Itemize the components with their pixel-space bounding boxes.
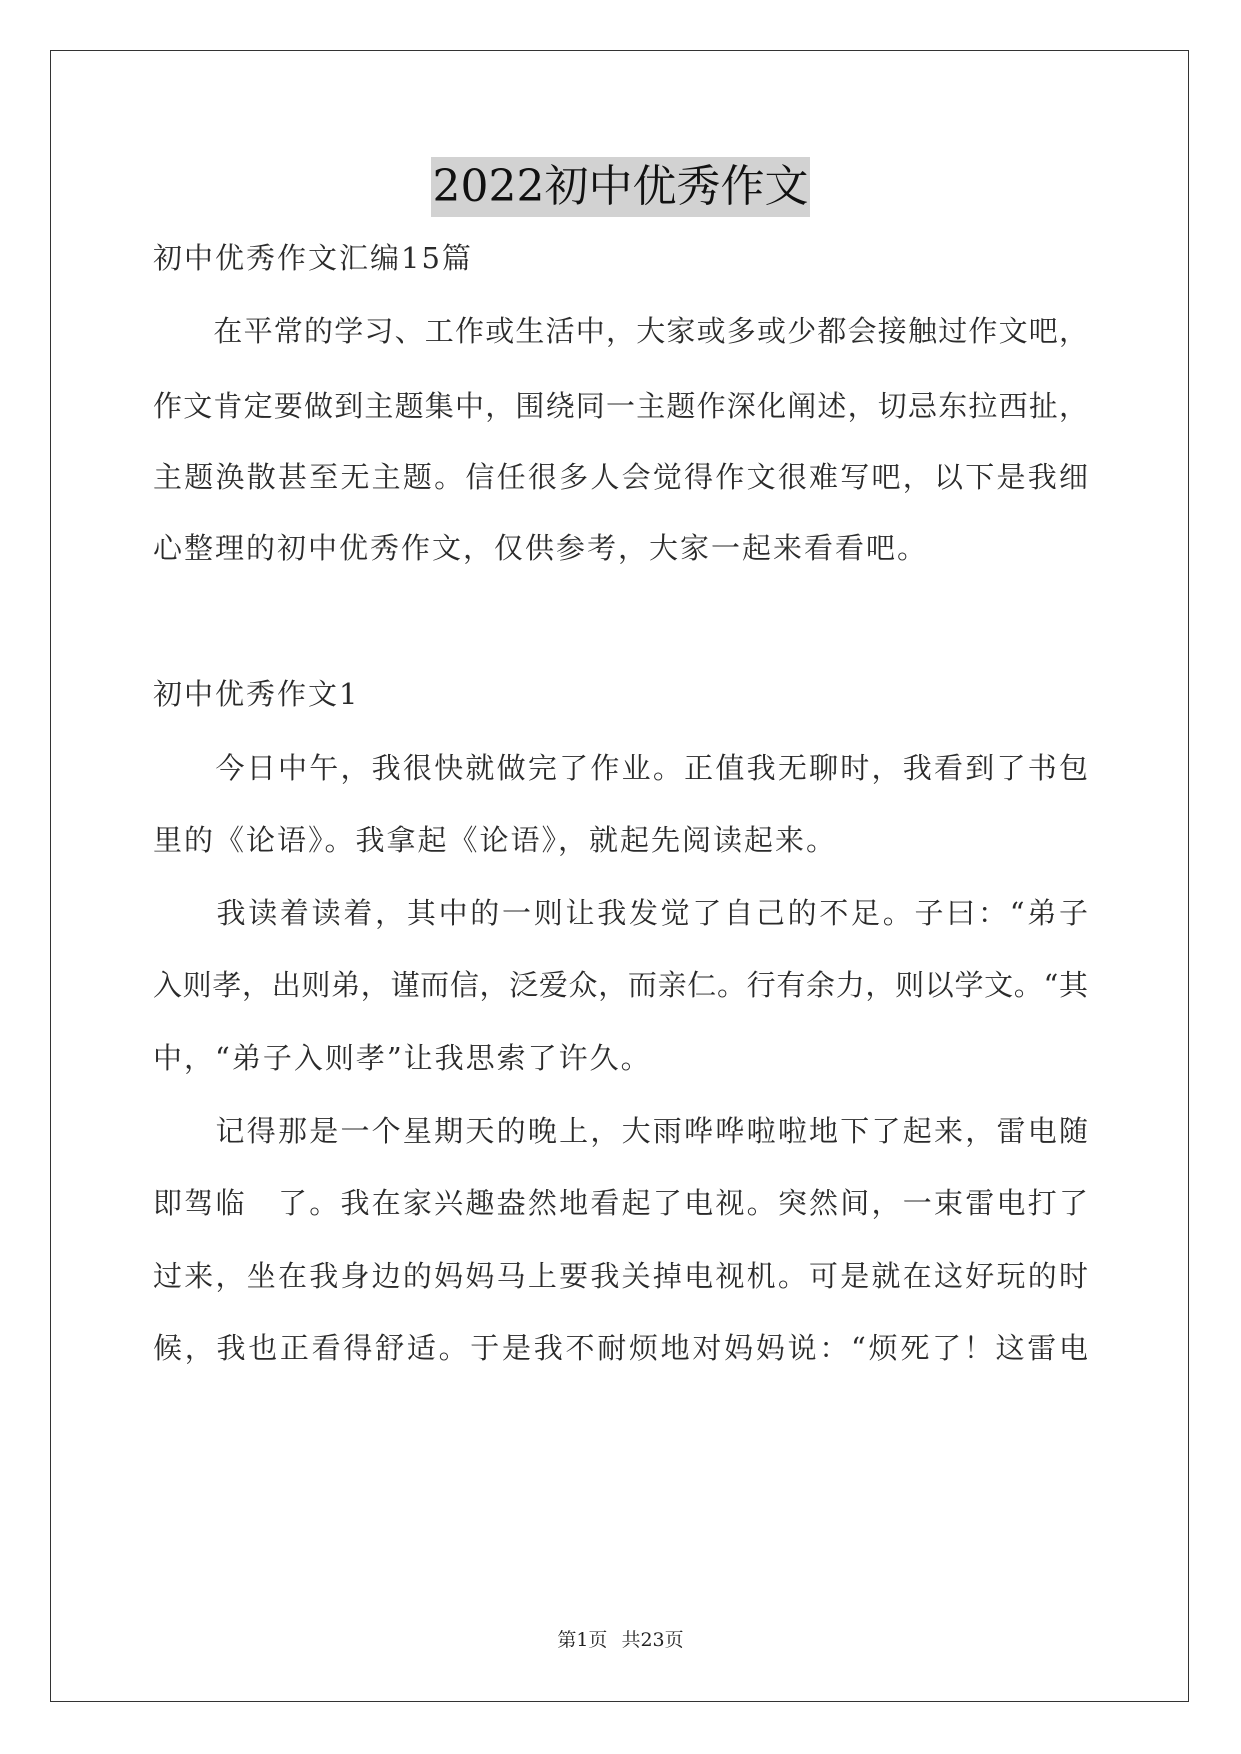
- body-line-3: 我读着读着，其中的一则让我发觉了自己的不足。子曰：“弟子: [153, 896, 1088, 930]
- body-line-2: 里的《论语》。我拿起《论语》，就起先阅读起来。: [153, 823, 838, 857]
- page-number: 第1页: [557, 1629, 608, 1651]
- intro-line-3: 主题涣散甚至无主题。信任很多人会觉得作文很难写吧，以下是我细: [153, 460, 1088, 494]
- body-line-1: 今日中午，我很快就做完了作业。正值我无聊时，我看到了书包: [153, 751, 1088, 785]
- intro-line-1: 在平常的学习、工作或生活中，大家或多或少都会接触过作文吧，: [153, 314, 1088, 348]
- intro-line-2: 作文肯定要做到主题集中，围绕同一主题作深化阐述，切忌东拉西扯，: [153, 389, 1088, 423]
- body-line-8: 过来，坐在我身边的妈妈马上要我关掉电视机。可是就在这好玩的时: [153, 1259, 1088, 1293]
- body-line-4: 入则孝，出则弟，谨而信，泛爱众，而亲仁。行有余力，则以学文。“其: [153, 968, 1088, 1002]
- section-heading: 初中优秀作文1: [153, 677, 360, 711]
- body-line-5: 中，“弟子入则孝”让我思索了许久。: [153, 1041, 652, 1075]
- body-line-6: 记得那是一个星期天的晚上，大雨哗哗啦啦地下了起来，雷电随: [153, 1114, 1088, 1148]
- document-title: 2022初中优秀作文: [431, 157, 811, 217]
- page-total: 共23页: [621, 1629, 684, 1651]
- body-line-9: 候，我也正看得舒适。于是我不耐烦地对妈妈说：“烦死了！这雷电: [153, 1331, 1088, 1365]
- title-container: [0, 157, 1241, 217]
- page-footer: [0, 1628, 1241, 1652]
- document-subtitle: 初中优秀作文汇编15篇: [153, 241, 473, 275]
- page-border: [50, 50, 1189, 1702]
- body-line-7: 即驾临 了。我在家兴趣盎然地看起了电视。突然间，一束雷电打了: [153, 1186, 1088, 1220]
- intro-line-4: 心整理的初中优秀作文，仅供参考，大家一起来看看吧。: [153, 531, 929, 565]
